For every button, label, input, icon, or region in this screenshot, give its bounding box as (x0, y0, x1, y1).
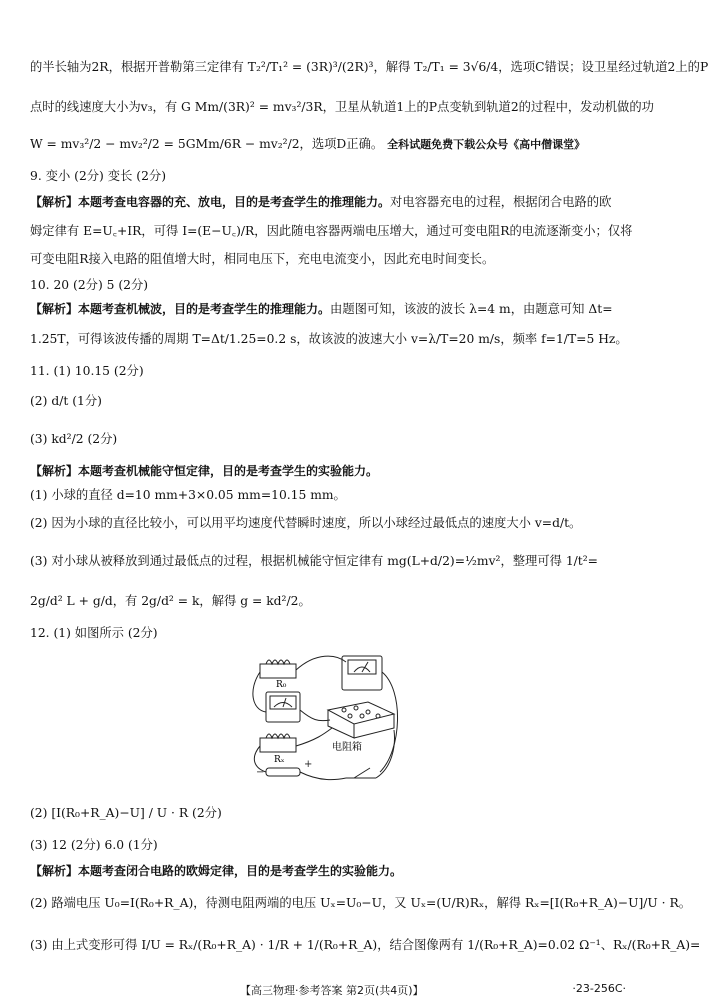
q12-answer-3: (3) 12 (2分) 6.0 (1分) (30, 838, 158, 852)
resistor-r0-icon (260, 664, 296, 678)
battery-plus-sign: + (304, 759, 313, 770)
analysis-lead: 本题考查机械波，目的是考查学生的推理能力。 (78, 302, 331, 316)
q11-analysis-2: (2) 因为小球的直径比较小，可以用平均速度代替瞬时速度，所以小球经过最低点的速度大小 v=d/t。 (30, 516, 582, 530)
q9-text-1: 对电容器充电的过程，根据闭合电路的欧 (390, 195, 612, 209)
q12-answer-2: (2) [I(R₀+R_A)−U] / U · R (2分) (30, 806, 222, 820)
promo-text: 全科试题免费下载公众号《高中僧课堂》 (387, 138, 586, 151)
q11-analysis-1: (1) 小球的直径 d=10 mm+3×0.05 mm=10.15 mm。 (30, 488, 346, 502)
analysis-lead: 本题考查机械能守恒定律，目的是考查学生的实验能力。 (78, 464, 379, 478)
resistance-box-icon (328, 702, 394, 724)
q11-analysis-3: (3) 对小球从被释放到通过最低点的过程，根据机械能守恒定律有 mg(L+d/2)=½mv²，整理可得 1/t²= (30, 554, 598, 568)
q8-line-1: 的半长轴为2R，根据开普勒第三定律有 T₂²/T₁² = (3R)³/(2R)³，解得 T₂/T₁ = 3√6/4，选项C错误；设卫星经过轨道2上的P (30, 60, 708, 74)
q10-analysis-2: 1.25T，可得该波传播的周期 T=Δt/1.25=0.2 s，故该波的波速大小 v=λ/T=20 m/s，频率 f=1/T=5 Hz。 (30, 332, 628, 346)
analysis-tag: 【解析】 (30, 195, 79, 209)
q8-line-3 (30, 135, 626, 154)
label-r0: R₀ (276, 680, 287, 690)
q9-analysis-3: 可变电阻R接入电路的阻值增大时，相同电压下，充电电流变小，因此充电时间变长。 (30, 252, 495, 266)
q12-answer-1: 12. (1) 如图所示 (2分) (30, 626, 158, 640)
analysis-lead: 本题考查电容器的充、放电，目的是考查学生的推理能力。 (78, 195, 391, 209)
label-rx: Rₓ (274, 755, 285, 765)
q10-analysis-1 (30, 300, 626, 318)
q9-analysis-2: 姆定律有 E=U꜀+IR，可得 I=(E−U꜀)/R，因此随电容器两端电压增大，通过可变电阻R的电流逐渐变小；仅将 (30, 224, 633, 238)
q11-answer-2: (2) d/t (1分) (30, 394, 102, 408)
q10-answer: 10. 20 (2分) 5 (2分) (30, 278, 149, 292)
q8-line-3-text: W = mv₃²/2 − mv₂²/2 = 5GMm/6R − mv₂²/2，选项D正确。 (30, 137, 384, 151)
resistor-rx-icon (260, 738, 296, 752)
analysis-tag: 【解析】 (30, 302, 79, 316)
battery-minus-sign: − (256, 767, 265, 778)
q11-analysis-4: 2g/d² L + g/d，有 2g/d² = k，解得 g = kd²/2。 (30, 594, 311, 608)
battery-icon (266, 768, 300, 776)
analysis-tag: 【解析】 (30, 464, 79, 478)
footer-code: ·23-256C· (572, 982, 626, 995)
switch-icon (354, 768, 370, 778)
q11-analysis-head (30, 462, 626, 480)
q11-answer-1: 11. (1) 10.15 (2分) (30, 364, 144, 378)
q12-analysis-2: (3) 由上式变形可得 I/U = Rₓ/(R₀+R_A) · 1/R + 1/(R₀+R_A)，结合图像两有 1/(R₀+R_A)=0.02 Ω⁻¹、Rₓ/(R₀+R_A)= (30, 938, 701, 952)
q10-text-1: 由题图可知，该波的波长 λ=4 m，由题意可知 Δt= (330, 302, 613, 316)
analysis-lead: 本题考查闭合电路的欧姆定律，目的是考查学生的实验能力。 (78, 864, 403, 878)
circuit-diagram (246, 650, 406, 792)
q12-analysis-head (30, 862, 626, 880)
label-resistance-box: 电阻箱 (332, 742, 362, 753)
q11-answer-3: (3) kd²/2 (2分) (30, 432, 118, 446)
q8-line-2: 点时的线速度大小为v₃，有 G Mm/(3R)² = mv₃²/3R，卫星从轨道1上的P点变轨到轨道2的过程中，发动机做的功 (30, 100, 654, 114)
q9-answer: 9. 变小 (2分) 变长 (2分) (30, 169, 166, 183)
q9-analysis-1 (30, 193, 626, 211)
q12-analysis-1: (2) 路端电压 U₀=I(R₀+R_A)，待测电阻两端的电压 Uₓ=U₀−U，又 Uₓ=(U/R)Rₓ，解得 Rₓ=[I(R₀+R_A)−U]/U · R。 (30, 896, 692, 910)
analysis-tag: 【解析】 (30, 864, 79, 878)
footer-center: 【高三物理·参考答案 第2页(共4页)】 (240, 984, 424, 997)
